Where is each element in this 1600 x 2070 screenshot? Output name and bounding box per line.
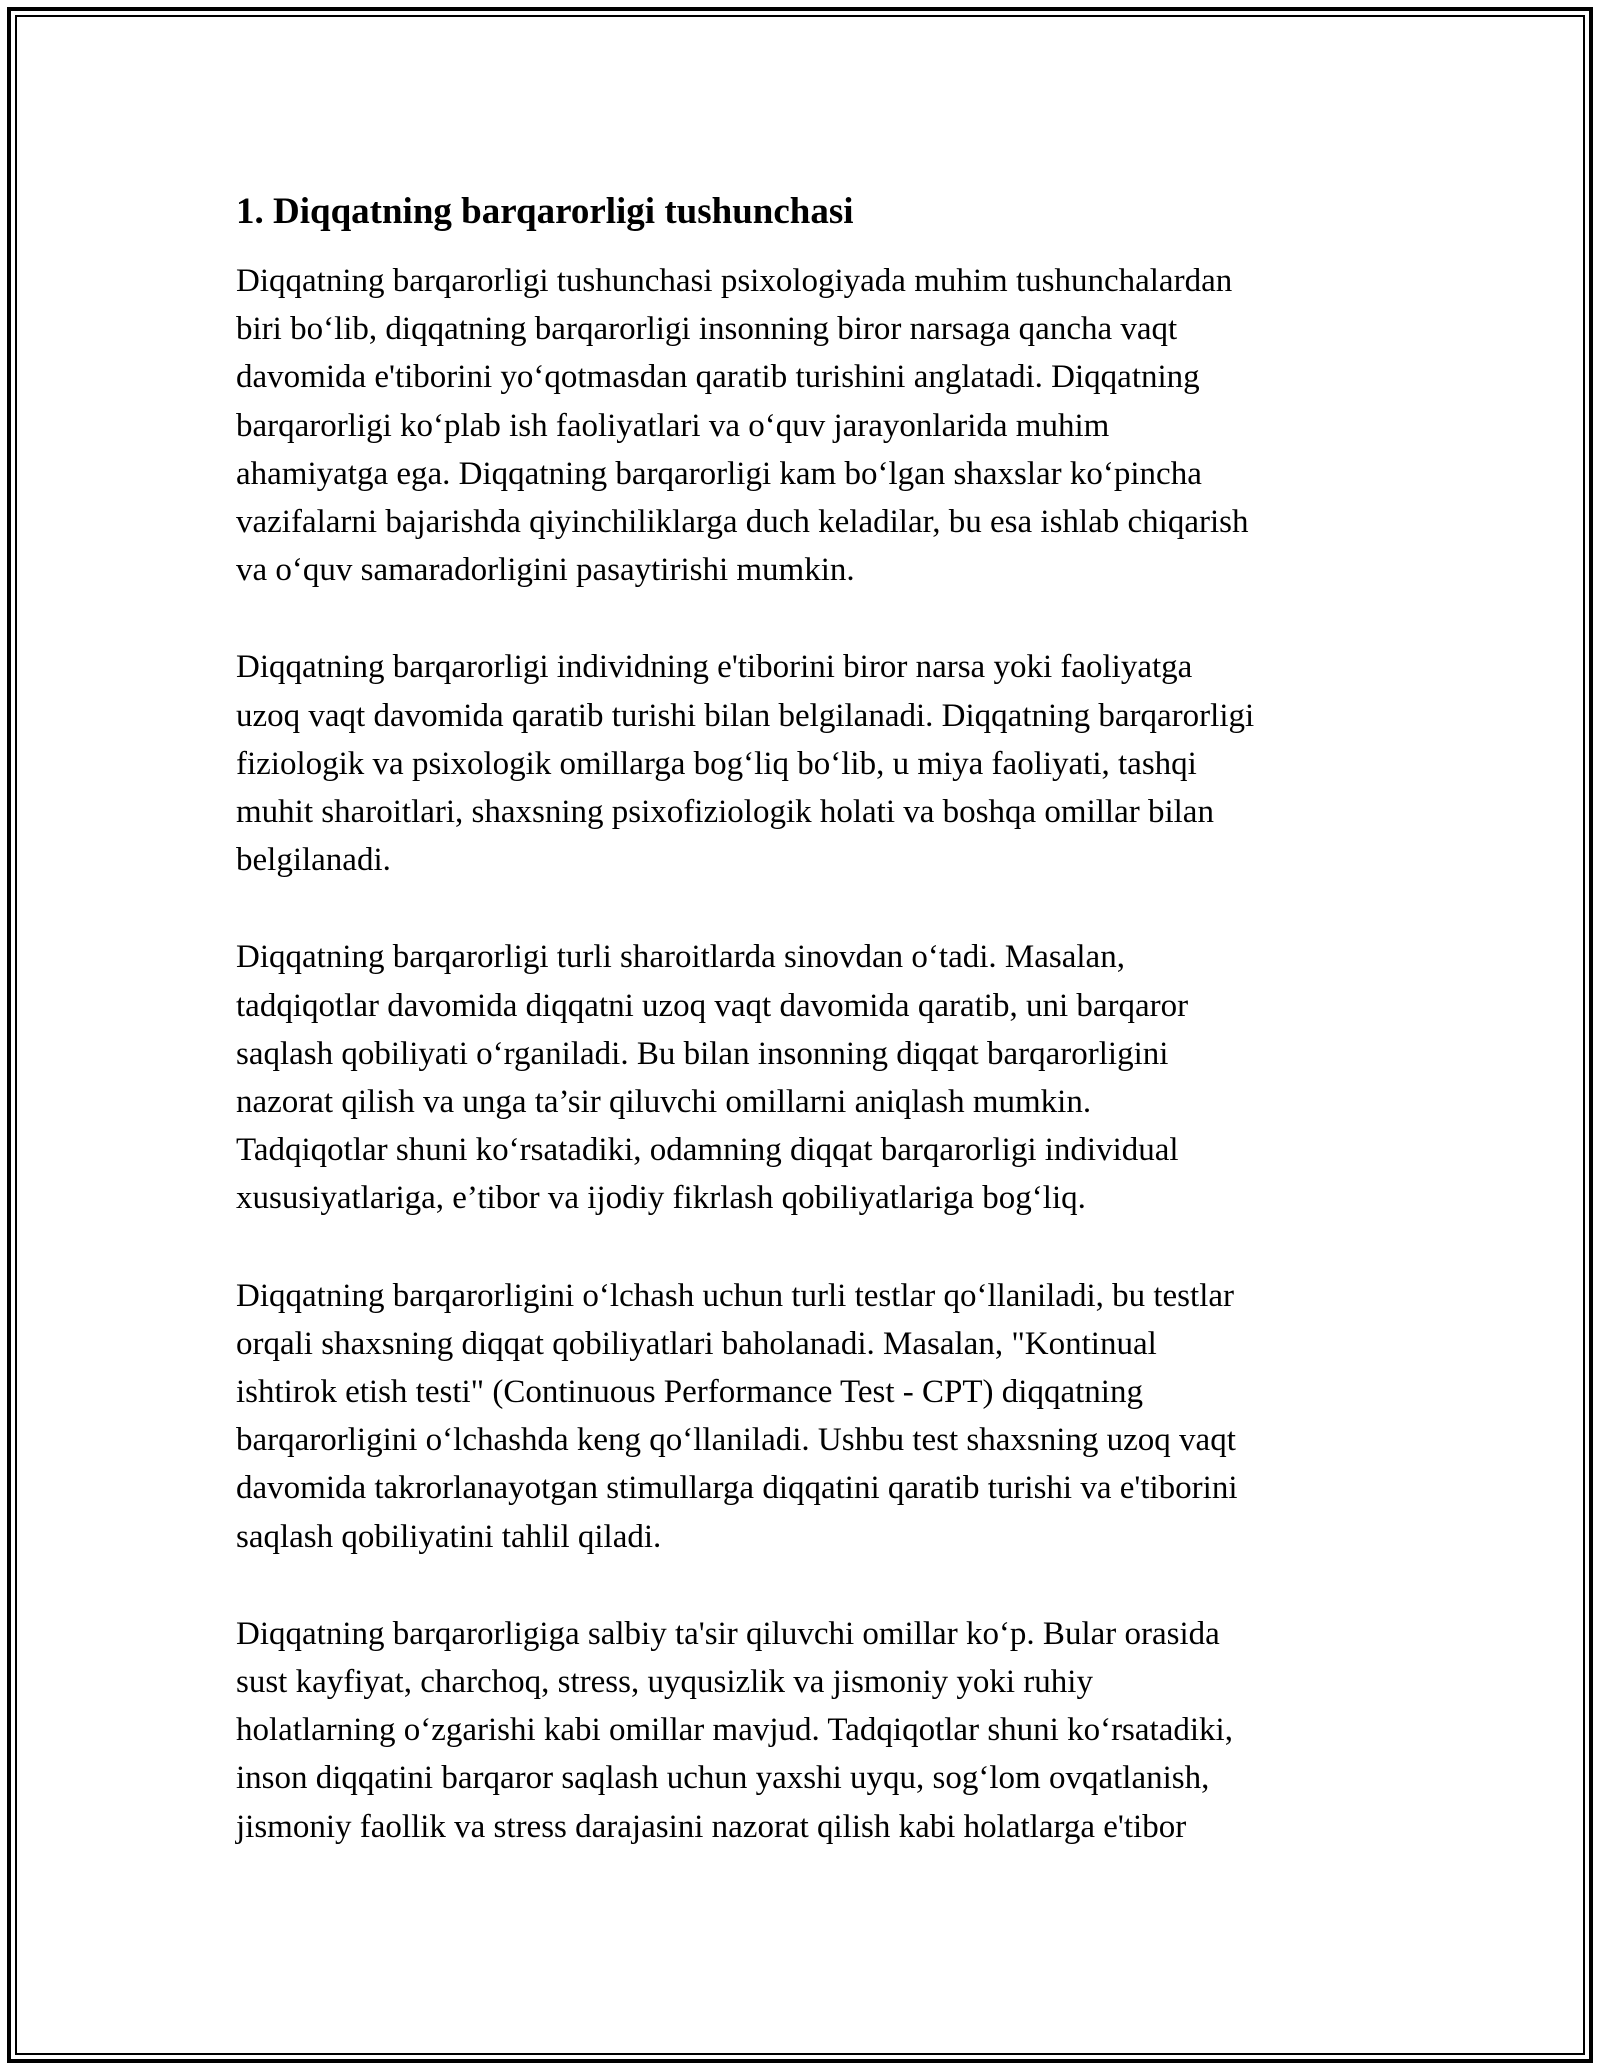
body-paragraph <box>236 257 1384 594</box>
paragraph-line: va o‘quv samaradorligini pasaytirishi mumkin. <box>236 552 855 589</box>
body-paragraph <box>236 1272 1384 1561</box>
body-paragraph <box>236 1610 1384 1851</box>
paragraph-line: holatlarning o‘zgarishi kabi omillar mavjud. Tadqiqotlar shuni ko‘rsatadiki, <box>236 1712 1233 1749</box>
paragraph-line: orqali shaxsning diqqat qobiliyatlari baholanadi. Masalan, "Kontinual <box>236 1325 1157 1362</box>
paragraph-line: belgilanadi. <box>236 842 391 879</box>
paragraph-line: barqarorligi ko‘plab ish faoliyatlari va o‘quv jarayonlarida muhim <box>236 407 1110 444</box>
paragraph-line: Tadqiqotlar shuni ko‘rsatadiki, odamning diqqat barqarorligi individual <box>236 1132 1179 1169</box>
paragraph-line: muhit sharoitlari, shaxsning psixofiziologik holati va boshqa omillar bilan <box>236 794 1214 831</box>
paragraph-line: xususiyatlariga, e’tibor va ijodiy fikrlash qobiliyatlariga bog‘liq. <box>236 1180 1086 1217</box>
paragraph-line: sust kayfiyat, charchoq, stress, uyqusizlik va jismoniy yoki ruhiy <box>236 1664 1093 1701</box>
paragraph-line: tadqiqotlar davomida diqqatni uzoq vaqt davomida qaratib, uni barqaror <box>236 987 1189 1024</box>
paragraph-line: Diqqatning barqarorligini o‘lchash uchun turli testlar qo‘llaniladi, bu testlar <box>236 1277 1234 1314</box>
section-heading: 1. Diqqatning barqarorligi tushunchasi <box>236 191 854 232</box>
paragraph-line: fiziologik va psixologik omillarga bog‘liq bo‘lib, u miya faoliyati, tashqi <box>236 745 1197 782</box>
paragraph-line: Diqqatning barqarorligiga salbiy ta'sir qiluvchi omillar ko‘p. Bular orasida <box>236 1615 1220 1652</box>
paragraph-line: davomida takrorlanayotgan stimullarga diqqatini qaratib turishi va e'tiborini <box>236 1470 1238 1507</box>
paragraph-line: saqlash qobiliyatini tahlil qiladi. <box>236 1518 662 1555</box>
body-paragraph <box>236 643 1384 884</box>
paragraph-line: ishtirok etish testi" (Continuous Performance Test - CPT) diqqatning <box>236 1374 1143 1411</box>
paragraph-line: uzoq vaqt davomida qaratib turishi bilan belgilanadi. Diqqatning barqarorligi <box>236 697 1255 734</box>
paragraph-line: nazorat qilish va unga ta’sir qiluvchi omillarni aniqlash mumkin. <box>236 1084 1092 1121</box>
paragraph-line: barqarorligini o‘lchashda keng qo‘llaniladi. Ushbu test shaxsning uzoq vaqt <box>236 1422 1236 1459</box>
paragraph-line: saqlash qobiliyati o‘rganiladi. Bu bilan insonning diqqat barqarorligini <box>236 1035 1169 1072</box>
paragraph-line: Diqqatning barqarorligi turli sharoitlarda sinovdan o‘tadi. Masalan, <box>236 939 1125 976</box>
paragraph-line: biri bo‘lib, diqqatning barqarorligi insonning biror narsaga qancha vaqt <box>236 311 1178 348</box>
body-paragraph <box>236 933 1384 1222</box>
paragraph-line: jismoniy faollik va stress darajasini nazorat qilish kabi holatlarga e'tibor <box>236 1808 1187 1845</box>
paragraph-line: ahamiyatga ega. Diqqatning barqarorligi kam bo‘lgan shaxslar ko‘pincha <box>236 455 1202 492</box>
paragraph-list <box>236 257 1384 1851</box>
paragraph-line: Diqqatning barqarorligi individning e'tiborini biror narsa yoki faoliyatga <box>236 649 1193 686</box>
paragraph-line: davomida e'tiborini yo‘qotmasdan qaratib turishini anglatadi. Diqqatning <box>236 359 1200 396</box>
paragraph-line: Diqqatning barqarorligi tushunchasi psixologiyada muhim tushunchalardan <box>236 263 1233 299</box>
paragraph-line: inson diqqatini barqaror saqlash uchun yaxshi uyqu, sog‘lom ovqatlanish, <box>236 1760 1210 1797</box>
document-body <box>236 186 1384 1900</box>
paragraph-line: vazifalarni bajarishda qiyinchiliklarga duch keladilar, bu esa ishlab chiqarish <box>236 504 1249 541</box>
